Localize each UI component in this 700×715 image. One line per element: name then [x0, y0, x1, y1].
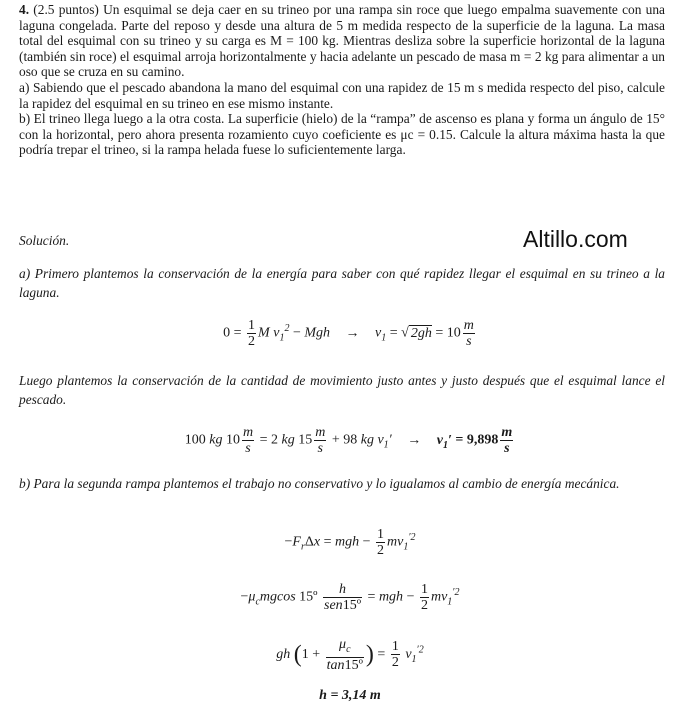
- solution-part-a-text: a) Primero plantemos la conservación de la energía para saber con qué rapidez llegar el esquimal en su trineo a la laguna.: [19, 266, 665, 300]
- friction-equation: $-\mu_cmgcos$ 15º $\frac{h}{\text{sen15º}}$ = mgh − $\frac{1}{2}$ $mv_1^{'2}$: [240, 582, 460, 613]
- part-b-question: b) El trineo llega luego a la otra costa. La superficie (hielo) de la “rampa” de ascenso es plana y forma un ángulo de 15° con la horizontal, pero ahora presenta rozamiento cuyo coeficiente es μc = 0.15. Calcule la altura máxima hasta la que podría trepar el trineo, si la rampa helada fuese lo suficientemente larga.: [19, 111, 665, 158]
- problem-number: 4.: [19, 2, 30, 17]
- solution-part-b-text: b) Para la segunda rampa plantemos el trabajo no conservativo y lo igualamos al cambio de energía mecánica.: [19, 476, 620, 491]
- problem-points: (2.5 puntos): [29, 2, 104, 17]
- altillo-watermark: Altillo.com: [523, 226, 628, 252]
- part-a-question: a) Sabiendo que el pescado abandona la mano del esquimal con una rapidez de 15 m s medida respecto del piso, calcule la rapidez del esquimal en su trineo en ese mismo instante.: [19, 79, 665, 111]
- height-equation: gh (1 + $\frac{\mu_c}{\text{tan15º}}$ ) = $\frac{1}{2}$ $v_1^{'2}$: [276, 637, 424, 673]
- energy-equation: 0 = $\frac{1}{2}$ M $v_1^2$ − Mgh → $v_1$ = √ 2gh = 10 $\frac{m}{s}$: [223, 318, 474, 349]
- work-energy-equation: $-F_r\Delta x$ = mgh − $\frac{1}{2}$ $mv_1^{'2}$: [284, 527, 416, 558]
- problem-statement: [19, 2, 665, 158]
- solution-heading: Solución.: [19, 233, 70, 248]
- solution-momentum-text: Luego plantemos la conservación de la cantidad de movimiento justo antes y justo después que el esquimal lance el pescado.: [19, 373, 665, 407]
- final-result: h = 3,14 m: [319, 688, 381, 703]
- momentum-equation: 100 kg 10 $\frac{m}{s}$ = 2 kg 15 $\frac{m}{s}$ + 98 kg $v_1' \to v_1' = 9,898$ $\frac{m}{s}$: [184, 425, 513, 456]
- problem-text: Un esquimal se deja caer en su trineo por una rampa sin roce que luego empalma suavemente con una laguna congelada. Parte del reposo y desde una altura de 5 m medida respecto de la superficie de la laguna. La masa total del esquimal con su trineo y su carga es M = 100 kg. Mientras desliza sobre la superficie horizontal de la laguna (también sin roce) el esquimal arroja horizontalmente y hacia adelante un pescado de masa m = 2 kg para alimentar a un oso que se cruza en su camino.: [19, 2, 665, 80]
